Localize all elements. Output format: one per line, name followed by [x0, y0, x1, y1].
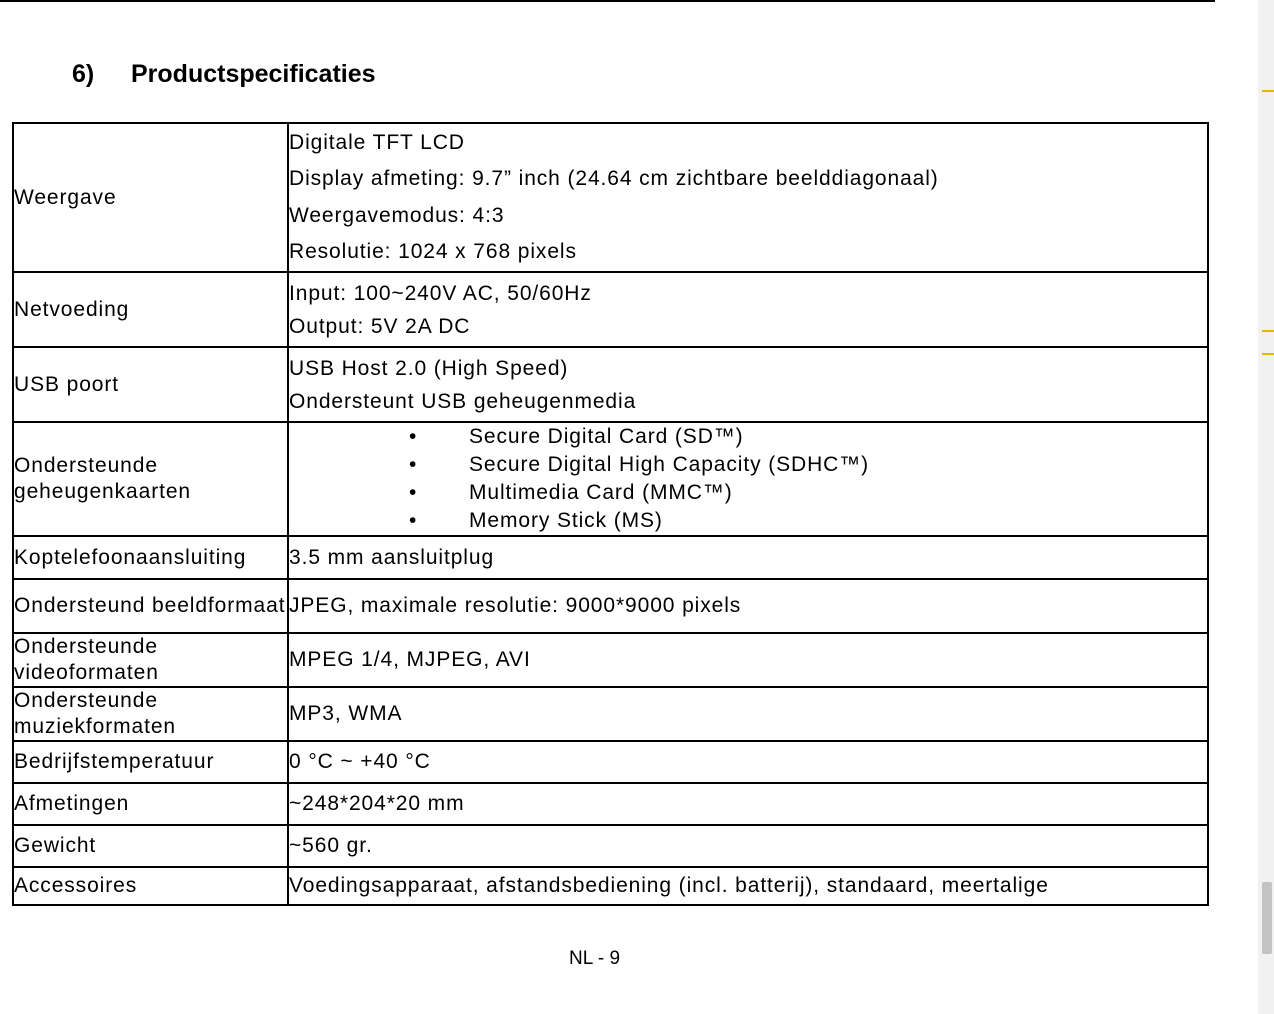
- table-row: [13, 825, 1208, 867]
- list-item: [409, 479, 1207, 507]
- table-row: [13, 579, 1208, 633]
- memory-card-list: [289, 423, 1207, 535]
- row-label: Ondersteunde videoformaten: [13, 633, 288, 687]
- page-number: NL - 9: [569, 948, 621, 969]
- list-item: [409, 423, 1207, 451]
- table-row: [13, 272, 1208, 347]
- table-row: [13, 123, 1208, 272]
- table-row: [13, 536, 1208, 579]
- row-label: USB poort: [13, 347, 288, 422]
- row-label: Weergave: [13, 123, 288, 272]
- bullet-icon: •: [409, 509, 418, 532]
- table-row: [13, 633, 1208, 687]
- bullet-text: Memory Stick (MS): [469, 509, 663, 532]
- bullet-icon: •: [409, 425, 418, 448]
- value-line: Weergavemodus: 4:3: [289, 203, 505, 227]
- row-value: 3.5 mm aansluitplug: [288, 536, 1208, 579]
- row-value: MP3, WMA: [288, 687, 1208, 741]
- table-row: [13, 741, 1208, 783]
- list-item: [409, 451, 1207, 479]
- value-line: Digitale TFT LCD: [289, 130, 465, 154]
- row-value: ~560 gr.: [288, 825, 1208, 867]
- margin-marker: [1262, 90, 1274, 92]
- table-row: [13, 687, 1208, 741]
- row-label: Ondersteunde muziekformaten: [13, 687, 288, 741]
- value-line: Output: 5V 2A DC: [289, 314, 471, 338]
- scrollbar-thumb[interactable]: [1262, 882, 1272, 954]
- row-value: MPEG 1/4, MJPEG, AVI: [288, 633, 1208, 687]
- value-line: Ondersteunt USB geheugenmedia: [289, 389, 637, 413]
- scrollbar-track[interactable]: [1258, 0, 1274, 1014]
- value-line: Display afmeting: 9.7” inch (24.64 cm zichtbare beelddiagonaal): [289, 167, 939, 190]
- row-value: [288, 347, 1208, 422]
- bullet-text: Multimedia Card (MMC™): [469, 481, 733, 504]
- table-row: [13, 783, 1208, 825]
- row-value: JPEG, maximale resolutie: 9000*9000 pixels: [288, 579, 1208, 633]
- list-item: [409, 507, 1207, 535]
- row-value: Voedingsapparaat, afstandsbediening (incl. batterij), standaard, meertalige: [288, 867, 1208, 905]
- row-label: Netvoeding: [13, 272, 288, 347]
- row-label: Accessoires: [13, 867, 288, 905]
- margin-marker: [1262, 330, 1274, 332]
- row-label: Ondersteund beeldformaat: [13, 579, 288, 633]
- table-row: [13, 867, 1208, 905]
- row-label: Gewicht: [13, 825, 288, 867]
- table-row: [13, 422, 1208, 536]
- bullet-icon: •: [409, 481, 418, 504]
- top-rule: [0, 0, 1215, 2]
- margin-marker: [1262, 353, 1274, 355]
- row-label: Koptelefoonaansluiting: [13, 536, 288, 579]
- section-title: Productspecificaties: [131, 60, 376, 88]
- value-line: Input: 100~240V AC, 50/60Hz: [289, 281, 592, 305]
- value-line: USB Host 2.0 (High Speed): [289, 356, 569, 380]
- row-value: ~248*204*20 mm: [288, 783, 1208, 825]
- bullet-text: Secure Digital High Capacity (SDHC™): [469, 453, 870, 476]
- row-value: [288, 272, 1208, 347]
- spec-table: [12, 122, 1209, 906]
- bullet-icon: •: [409, 453, 418, 476]
- section-number: 6): [72, 60, 95, 88]
- row-label: Afmetingen: [13, 783, 288, 825]
- row-label: Bedrijfstemperatuur: [13, 741, 288, 783]
- row-value: 0 °C ~ +40 °C: [288, 741, 1208, 783]
- bullet-text: Secure Digital Card (SD™): [469, 425, 744, 448]
- section-heading: [72, 60, 376, 89]
- row-label: Ondersteunde geheugenkaarten: [13, 422, 288, 536]
- row-value: [288, 422, 1208, 536]
- table-row: [13, 347, 1208, 422]
- value-line: Resolutie: 1024 x 768 pixels: [289, 240, 577, 263]
- row-value: [288, 123, 1208, 272]
